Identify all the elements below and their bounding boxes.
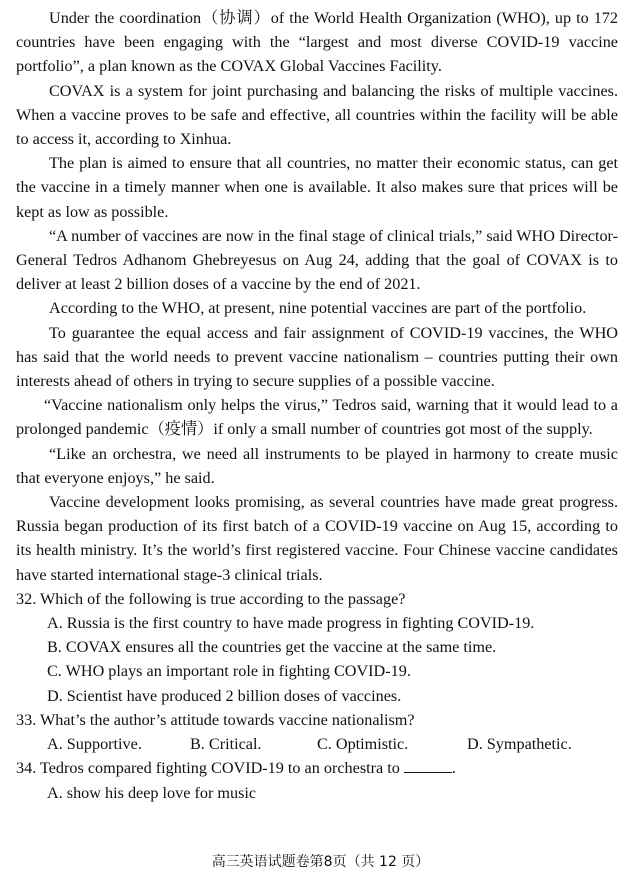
question-32-stem: 32. Which of the following is true according to the passage? — [16, 589, 406, 608]
question-32-option-c: C. WHO plays an important role in fighting COVID-19. — [47, 662, 411, 681]
passage-paragraph-8: “Like an orchestra, we need all instruments to be played in harmony to create music that everyone enjoys,” he said. — [16, 444, 618, 487]
passage-paragraph-5: According to the WHO, at present, nine potential vaccines are part of the portfolio. — [49, 299, 587, 318]
question-33-option-d: D. Sympathetic. — [467, 735, 572, 754]
question-34-stem-text: 34. Tedros compared fighting COVID-19 to an orchestra to — [16, 759, 400, 778]
question-33-option-b: B. Critical. — [190, 735, 262, 754]
question-33-option-c: C. Optimistic. — [317, 735, 409, 754]
question-34-option-a: A. show his deep love for music — [47, 783, 257, 802]
passage-paragraph-1: Under the coordination（协调）of the World Health Organization (WHO), up to 172 countries have been engaging with the “largest and most diverse COVID-19 vaccine portfolio”, a plan known as the COVAX Global Vaccines Facility. — [16, 9, 618, 76]
passage-paragraph-4: “A number of vaccines are now in the final stage of clinical trials,” said WHO Director-General Tedros Adhanom Ghebreyesus on Aug 24, adding that the goal of COVAX is to deliver at least 2 billion doses of a vaccine by the end of 2021. — [16, 226, 618, 294]
passage-paragraph-3: The plan is aimed to ensure that all countries, no matter their economic status, can get the vaccine in a timely manner when one is available. It also makes sure that prices will be kept as low as possible. — [16, 154, 618, 221]
passage-paragraph-6: To guarantee the equal access and fair assignment of COVID-19 vaccines, the WHO has said that the world needs to prevent vaccine nationalism – countries putting their own interests ahead of others in trying to secure supplies of a possible vaccine. — [16, 323, 618, 391]
question-33-options — [16, 732, 618, 756]
answer-blank — [404, 771, 452, 773]
exam-page — [16, 6, 618, 805]
question-32-option-d: D. Scientist have produced 2 billion doses of vaccines. — [47, 686, 402, 705]
passage-paragraph-2: COVAX is a system for joint purchasing and balancing the risks of multiple vaccines. When a vaccine proves to be safe and effective, all countries within the facility will be able to access it, according to Xinhua. — [16, 81, 618, 149]
question-34-stem-end: . — [451, 759, 456, 778]
question-34-stem — [16, 756, 618, 780]
question-33-stem: 33. What’s the author’s attitude towards vaccine nationalism? — [16, 710, 415, 729]
passage-paragraph-9: Vaccine development looks promising, as several countries have made great progress. Russia began production of its first batch of a COVID-19 vaccine on Aug 15, according to its health ministry. It’s the world’s first registered vaccine. Four Chinese vaccine candidates have started international stage-3 clinical trials. — [16, 493, 618, 584]
question-32-option-b: B. COVAX ensures all the countries get the vaccine at the same time. — [47, 638, 497, 657]
question-32-option-a: A. Russia is the first country to have made progress in fighting COVID-19. — [47, 614, 535, 633]
passage-paragraph-7: “Vaccine nationalism only helps the virus,” Tedros said, warning that it would lead to a prolonged pandemic（疫情）if only a small number of countries got most of the supply. — [16, 396, 618, 439]
page-footer: 高三英语试题卷第8页（共 12 页） — [211, 854, 430, 870]
question-33-option-a: A. Supportive. — [47, 735, 142, 754]
